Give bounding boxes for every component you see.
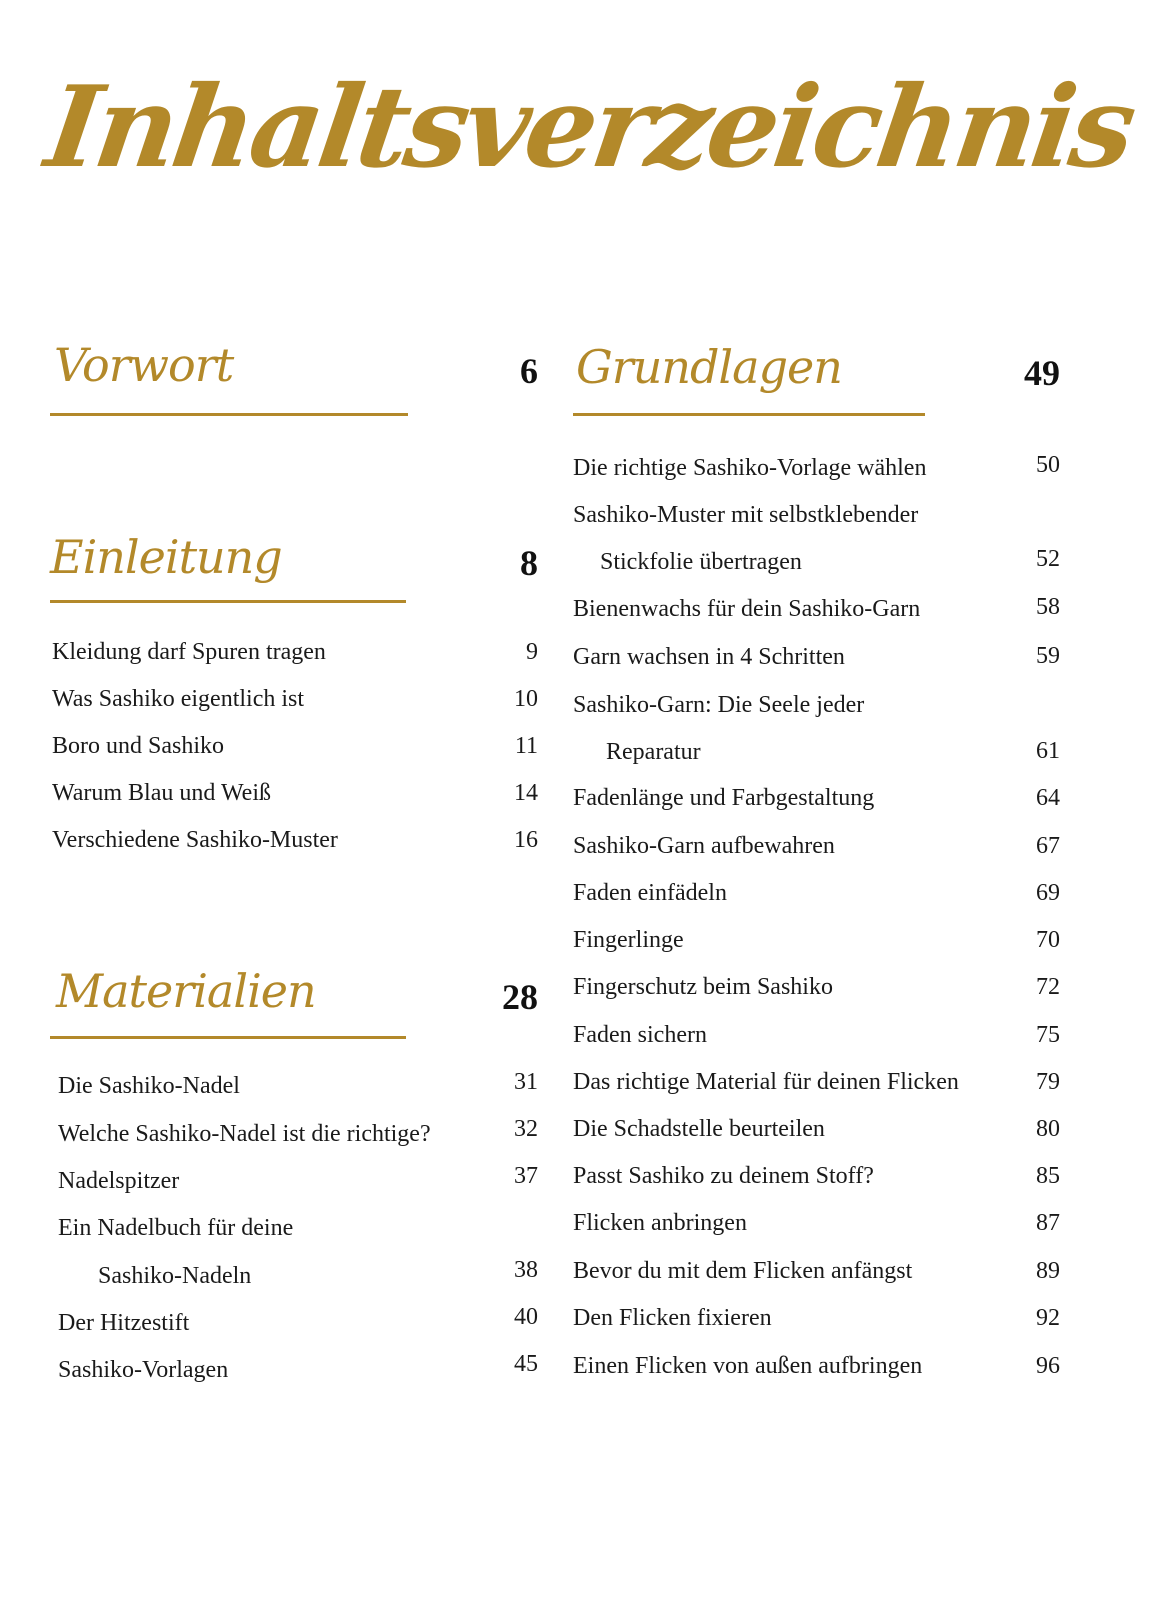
toc-entry-continuation: Stickfolie übertragen bbox=[600, 549, 802, 575]
toc-entry-page: 64 bbox=[1036, 785, 1060, 811]
section-title-vorwort: Vorwort bbox=[54, 338, 234, 392]
toc-entry: Faden einfädeln bbox=[573, 880, 727, 906]
toc-entry: Sashiko-Vorlagen bbox=[58, 1357, 229, 1383]
toc-entry-page: 72 bbox=[1036, 974, 1060, 1000]
toc-entry-continuation: Reparatur bbox=[606, 739, 701, 765]
toc-entry: Sashiko-Garn aufbewahren bbox=[573, 833, 835, 859]
toc-entry: Sashiko-Muster mit selbstklebender bbox=[573, 502, 919, 528]
toc-entry-page: 11 bbox=[514, 733, 538, 759]
toc-entry-page: 59 bbox=[1036, 643, 1060, 669]
toc-entry-page: 40 bbox=[514, 1304, 538, 1330]
section-title-grundlagen: Grundlagen bbox=[576, 340, 842, 394]
toc-entry: Ein Nadelbuch für deine bbox=[58, 1215, 294, 1241]
toc-entry-page: 37 bbox=[514, 1163, 538, 1189]
toc-entry: Das richtige Material für deinen Flicken bbox=[573, 1069, 959, 1095]
toc-entry-continuation: Sashiko-Nadeln bbox=[98, 1263, 252, 1289]
toc-entry-page: 32 bbox=[514, 1116, 538, 1142]
toc-entry-page: 58 bbox=[1036, 594, 1060, 620]
toc-entry-page: 85 bbox=[1036, 1163, 1060, 1189]
toc-entry-page: 75 bbox=[1036, 1022, 1060, 1048]
toc-entry-page: 79 bbox=[1036, 1069, 1060, 1095]
toc-entry: Der Hitzestift bbox=[58, 1310, 190, 1336]
page-title: Inhaltsverzeichnis bbox=[38, 62, 1140, 193]
section-rule-einleitung bbox=[50, 600, 406, 603]
toc-entry-page: 70 bbox=[1036, 927, 1060, 953]
toc-entry: Was Sashiko eigentlich ist bbox=[52, 686, 305, 712]
toc-entry: Die richtige Sashiko-Vorlage wählen bbox=[573, 455, 927, 481]
toc-entry: Bevor du mit dem Flicken anfängst bbox=[573, 1258, 913, 1284]
toc-entry-page: 31 bbox=[514, 1069, 538, 1095]
section-rule-grundlagen bbox=[573, 413, 925, 416]
toc-entry: Warum Blau und Weiß bbox=[52, 780, 271, 806]
toc-entry: Die Sashiko-Nadel bbox=[58, 1073, 240, 1099]
toc-entry: Garn wachsen in 4 Schritten bbox=[573, 644, 845, 670]
toc-entry: Fingerschutz beim Sashiko bbox=[573, 974, 833, 1000]
toc-entry: Den Flicken fixieren bbox=[573, 1305, 772, 1331]
toc-entry: Fingerlinge bbox=[573, 927, 684, 953]
toc-entry-page: 92 bbox=[1036, 1305, 1060, 1331]
toc-entry: Verschiedene Sashiko-Muster bbox=[52, 827, 338, 853]
toc-entry: Flicken anbringen bbox=[573, 1210, 747, 1236]
toc-entry-page: 45 bbox=[514, 1351, 538, 1377]
toc-entry: Sashiko-Garn: Die Seele jeder bbox=[573, 692, 865, 718]
toc-entry: Kleidung darf Spuren tragen bbox=[52, 639, 326, 665]
toc-entry: Bienenwachs für dein Sashiko-Garn bbox=[573, 596, 921, 622]
toc-entry-page: 67 bbox=[1036, 833, 1060, 859]
toc-entry: Passt Sashiko zu deinem Stoff? bbox=[573, 1163, 874, 1189]
section-title-materialien: Materialien bbox=[56, 964, 316, 1018]
toc-entry-page: 96 bbox=[1036, 1353, 1060, 1379]
toc-entry: Fadenlänge und Farbgestaltung bbox=[573, 785, 875, 811]
toc-entry-page: 9 bbox=[526, 639, 538, 665]
section-page-einleitung: 8 bbox=[520, 543, 538, 583]
section-page-materialien: 28 bbox=[502, 977, 538, 1017]
toc-entry-page: 52 bbox=[1036, 546, 1060, 572]
toc-entry: Welche Sashiko-Nadel ist die richtige? bbox=[58, 1121, 431, 1147]
toc-entry-page: 89 bbox=[1036, 1258, 1060, 1284]
toc-entry-page: 14 bbox=[514, 780, 538, 806]
toc-entry-page: 16 bbox=[514, 827, 538, 853]
section-page-grundlagen: 49 bbox=[1024, 353, 1060, 393]
toc-entry: Nadelspitzer bbox=[58, 1168, 180, 1194]
toc-entry-page: 10 bbox=[514, 686, 538, 712]
toc-entry: Boro und Sashiko bbox=[52, 733, 225, 759]
section-rule-vorwort bbox=[50, 413, 408, 416]
section-rule-materialien bbox=[50, 1036, 406, 1039]
toc-entry: Faden sichern bbox=[573, 1022, 707, 1048]
toc-entry-page: 50 bbox=[1036, 452, 1060, 478]
toc-entry-page: 61 bbox=[1036, 738, 1060, 764]
toc-entry: Einen Flicken von außen aufbringen bbox=[573, 1353, 923, 1379]
toc-entry-page: 69 bbox=[1036, 880, 1060, 906]
toc-entry: Die Schadstelle beurteilen bbox=[573, 1116, 825, 1142]
toc-entry-page: 80 bbox=[1036, 1116, 1060, 1142]
section-title-einleitung: Einleitung bbox=[50, 530, 282, 584]
toc-entry-page: 38 bbox=[514, 1257, 538, 1283]
section-page-vorwort: 6 bbox=[520, 351, 538, 391]
toc-entry-page: 87 bbox=[1036, 1210, 1060, 1236]
